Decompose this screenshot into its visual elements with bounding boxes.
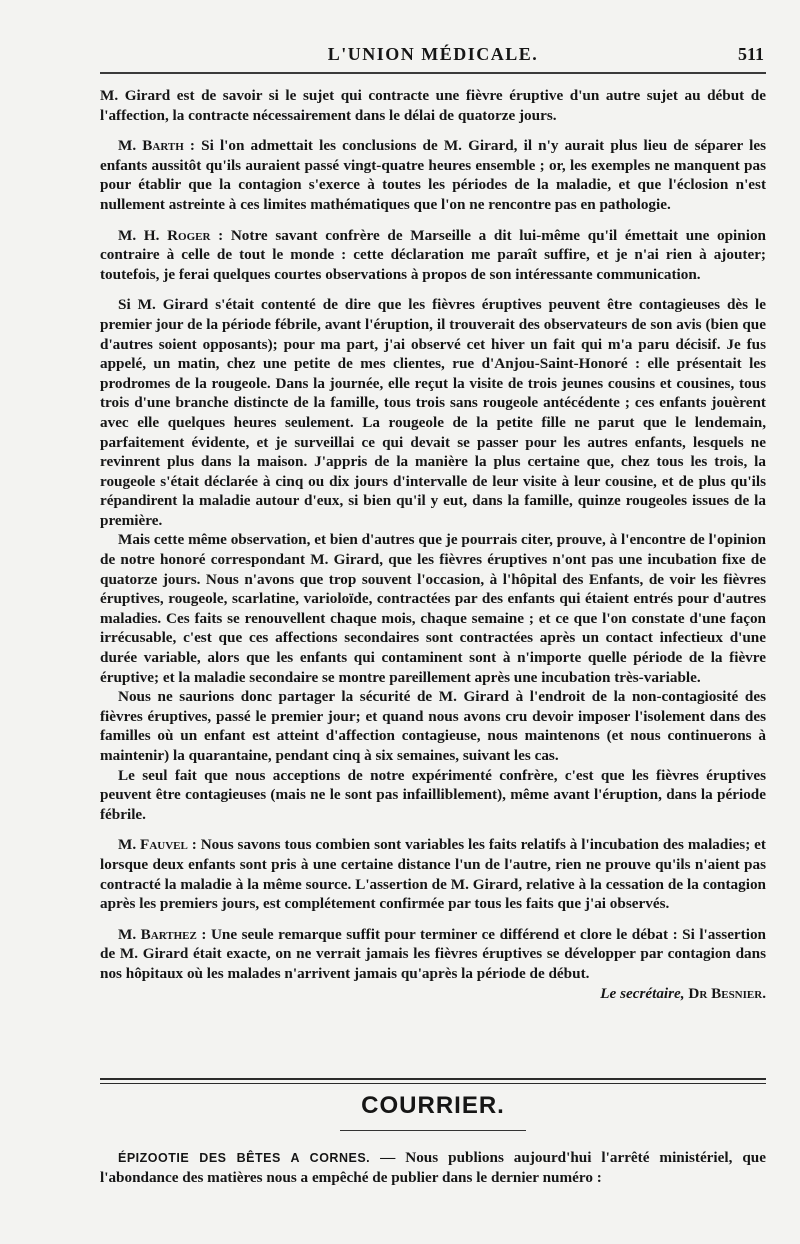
page-number: 511	[737, 44, 764, 64]
header-rule	[100, 72, 766, 74]
paragraph-1	[100, 86, 766, 125]
paragraph-text: Le seul fait que nous acceptions de notre expérimenté confrère, c'est que les fièvres éruptives peuvent être contagieuses (mais ne le sont pas infailliblement), même avant l'éruption, dans la période fébrile.	[100, 766, 766, 823]
section-title-rule	[340, 1130, 526, 1131]
paragraph-9	[100, 925, 766, 984]
paragraph-2	[100, 136, 766, 214]
paragraph-4	[100, 295, 766, 530]
signature-role: Le secrétaire,	[600, 984, 689, 1002]
paragraph-8	[100, 835, 766, 913]
section-title: COURRIER.	[361, 1092, 505, 1119]
paragraph-6	[100, 687, 766, 765]
paragraph-text: Nous ne saurions donc partager la sécurité de M. Girard à l'endroit de la non-contagiosité des fièvres éruptives, passé le premier jour; et quand nous avons cru devoir imposer l'isolement dans des familles où un enfant est atteint d'affection contagieuse, nous maintenons (et nous continuerons à maintenir) la quarantaine, pendant cinq à six semaines, suivant les cas.	[100, 688, 766, 764]
paragraph-text: Mais cette même observation, et bien d'autres que je pourrais citer, prouve, à l'encontre de l'opinion de notre honoré correspondant M. Girard, que les fièvres éruptives n'ont pas une incubation fixe de quatorze jours. Nous n'avons que trop souvent l'occasion, à l'hôpital des Enfants, de voir les fièvres éruptives, rougeole, scarlatine, varioloïde, contractées par des enfants qui étaient entrés pour d'autres maladies. Ces faits se renouvellent chaque mois, chaque semaine ; et ce que l'on constate d'une façon irrécusable, c'est que ces affections secondaires sont contractées après un contact infectieux d'une durée variable, alors que les enfants qui contaminent sont à n'importe quelle période de la fièvre éruptive; et la maladie secondaire se montre pareillement après une incubation très-variable.	[100, 531, 766, 686]
signature	[100, 984, 766, 1004]
paragraph-3	[100, 226, 766, 285]
page-header	[100, 44, 766, 72]
paragraph-7	[100, 766, 766, 825]
speaker-name: M. H. Roger :	[118, 226, 224, 244]
announcement-text: — Nous publions aujourd'hui l'arrêté ministériel, que l'abondance des matières nous a empêché de publier dans le dernier numéro :	[100, 1149, 766, 1186]
announcement-lead: ÉPIZOOTIE DES BÊTES A CORNES.	[118, 1151, 371, 1165]
speaker-name: M. Barth :	[118, 137, 195, 155]
signature-name: Dr Besnier.	[688, 984, 766, 1002]
running-title: L'UNION MÉDICALE.	[327, 44, 539, 64]
section-divider	[100, 1078, 766, 1084]
article-body	[100, 86, 766, 1014]
paragraph-text: Si M. Girard s'était contenté de dire que les fièvres éruptives peuvent être contagieuses dès le premier jour de la période fébrile, avant l'éruption, il trouverait des observateurs de son avis (bien que d'autres soient opposants); pour ma part, j'ai observé cet hiver un fait qui m'a paru décisif. Je fus appelé, un matin, chez une petite de mes clientes, rue d'Anjou-Saint-Honoré : elle présentait les prodromes de la rougeole. Dans la journée, elle reçut la visite de trois jeunes cousins et cousines, tous trois d'une branche distincte de la famille, tous trois sans rougeole antécédente ; ces enfants jouèrent avec elle quelques heures seulement. La rougeole de la petite fille ne parut que le lendemain, parfaitement évidente, et je surveillai ce qui devait se passer pour les autres enfants, lesquels ne revinrent plus dans la maison. J'appris de la manière la plus certaine que, chez tous les trois, la rougeole s'était déclarée à cinq ou dix jours d'intervalle de leur visite à leur cousine, et de plus qu'ils répandirent la maladie autour d'eux, si bien qu'il y eut, dans la famille, quinze rougeoles issues de la première.	[100, 296, 766, 529]
speaker-name: M. Barthez :	[118, 925, 207, 943]
paragraph-text: Si l'on admettait les conclusions de M. Girard, il n'y aurait plus lieu de séparer les enfants aussitôt qu'ils auraient passé vingt-quatre heures ensemble ; or, les exemples ne manquent pas pour établir que la contagion s'exerce à toutes les périodes de la maladie, et que l'éclosion n'est nullement astreinte à ces limites mathématiques que l'on ne rencontre pas en pathologie.	[100, 137, 766, 213]
speaker-name: M. Fauvel :	[118, 836, 197, 854]
announcement-paragraph	[100, 1148, 766, 1188]
paragraph-text: Une seule remarque suffit pour terminer ce différend et clore le débat : Si l'assertion de M. Girard était exacte, on ne verrait jamais les fièvres éruptives se développer par contagion dans nos hôpitaux où les malades n'arrivent jamais qu'après la période de début.	[100, 925, 766, 982]
paragraph-text: Notre savant confrère de Marseille a dit lui-même qu'il émettait une opinion contraire à celle de tout le monde : cette déclaration me paraît suffire, et je n'ai rien à ajouter; toutefois, je ferai quelques courtes observations à propos de son intéressante communication.	[100, 226, 766, 283]
paragraph-text: M. Girard est de savoir si le sujet qui contracte une fièvre éruptive d'un autre sujet au début de l'affection, la contracte nécessairement dans le délai de quatorze jours.	[100, 87, 766, 124]
paragraph-text: Nous savons tous combien sont variables les faits relatifs à l'incubation des maladies; et lorsque deux enfants sont pris à une certaine distance l'un de l'autre, rien ne prouve qu'ils n'aient pas contracté la maladie à la même source. L'assertion de M. Girard, relative à la cessation de la contagion après les premiers jours, est complétement confirmée par tous les faits que j'ai observés.	[100, 836, 766, 913]
paragraph-5	[100, 530, 766, 687]
